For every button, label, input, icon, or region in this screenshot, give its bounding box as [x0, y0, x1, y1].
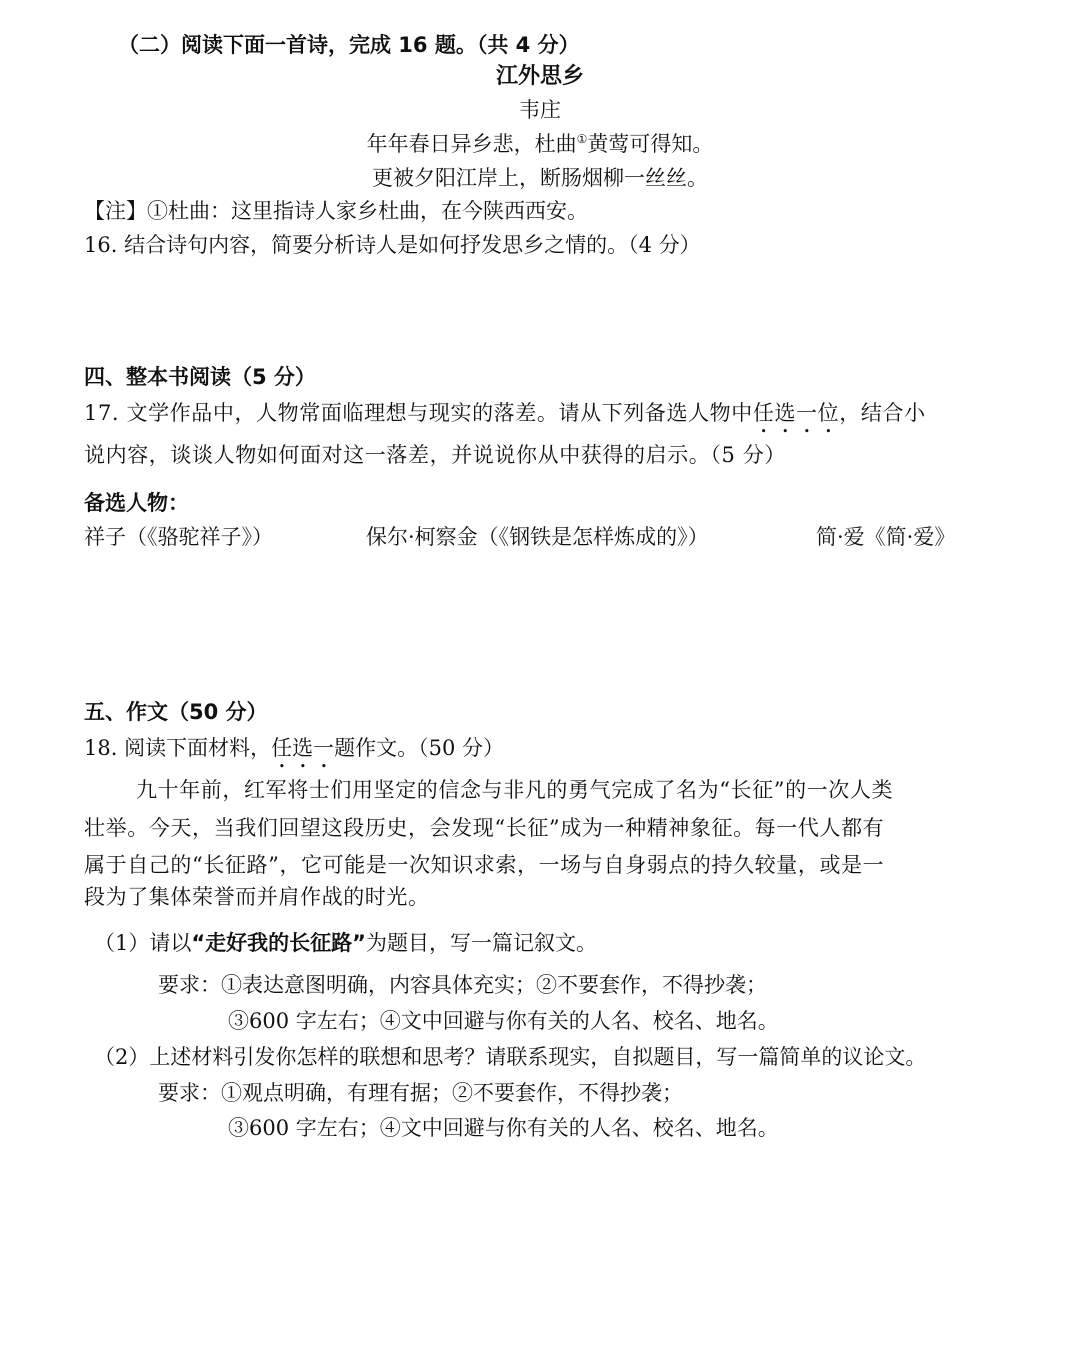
option-2: （2）上述材料引发你怎样的联想和思考？请联系现实，自拟题目，写一篇简单的议论文。	[94, 1045, 927, 1069]
question-17-emphasis: 任选一位	[752, 401, 840, 425]
candidate-xiangzi: 祥子（《骆驼祥子》）	[84, 525, 273, 549]
question-18-emphasis: 任选一	[271, 736, 335, 760]
question-17-line-1	[84, 398, 926, 438]
option-1	[94, 928, 597, 958]
section2-header: （二）阅读下面一首诗，完成 16 题。（共 4 分）	[118, 33, 580, 57]
question-17-text-b: ，结合小	[839, 401, 926, 425]
option-2-requirement-1: 要求：①观点明确，有理有据；②不要套作，不得抄袭；	[158, 1081, 683, 1105]
question-17-text-a: 17. 文学作品中，人物常面临理想与现实的落差。请从下列备选人物中	[84, 401, 753, 425]
poem-note: 【注】①杜曲：这里指诗人家乡杜曲，在今陕西西安。	[84, 199, 588, 223]
poem-line-1-part-a: 年年春日异乡悲，杜曲	[366, 132, 577, 156]
option-1-requirement-1: 要求：①表达意图明确，内容具体充实；②不要套作，不得抄袭；	[158, 973, 767, 997]
poem-line-1-part-b: 黄莺可得知。	[587, 132, 714, 156]
question-16: 16. 结合诗句内容，简要分析诗人是如何抒发思乡之情的。（4 分）	[84, 233, 701, 257]
candidates-label: 备选人物：	[84, 491, 189, 515]
candidate-paul: 保尔·柯察金（《钢铁是怎样炼成的》）	[366, 525, 709, 549]
question-18-text-b: 题作文。（50 分）	[334, 736, 504, 760]
material-line-2: 壮举。今天，当我们回望这段历史，会发现“长征”成为一种精神象征。每一代人都有	[84, 816, 885, 840]
option-1-text-a: （1）请以	[94, 931, 192, 955]
material-line-3: 属于自己的“长征路”，它可能是一次知识求索，一场与自身弱点的持久较量，或是一	[84, 853, 885, 877]
question-18-text-a: 18. 阅读下面材料，	[84, 736, 272, 760]
option-2-requirement-2: ③600 字左右；④文中回避与你有关的人名、校名、地名。	[228, 1116, 779, 1140]
material-line-1: 九十年前，红军将士们用坚定的信念与非凡的勇气完成了名为“长征”的一次人类	[136, 778, 894, 802]
question-18	[84, 733, 504, 773]
poem-author: 韦庄	[519, 98, 561, 122]
candidate-jane-eyre: 简·爱《简·爱》	[816, 525, 956, 549]
option-1-title: “走好我的长征路”	[191, 931, 366, 955]
footnote-marker: ①	[576, 132, 588, 146]
poem-line-1	[0, 129, 1080, 159]
poem-title: 江外思乡	[495, 64, 584, 89]
section5-header: 五、作文（50 分）	[84, 700, 268, 724]
material-line-4: 段为了集体荣誉而并肩作战的时光。	[84, 885, 430, 909]
question-17-line-2: 说内容，谈谈人物如何面对这一落差，并说说你从中获得的启示。（5 分）	[84, 443, 786, 467]
option-1-requirement-2: ③600 字左右；④文中回避与你有关的人名、校名、地名。	[228, 1009, 779, 1033]
option-1-text-b: 为题目，写一篇记叙文。	[365, 931, 597, 955]
poem-line-2: 更被夕阳江岸上，断肠烟柳一丝丝。	[372, 166, 708, 190]
section4-header: 四、整本书阅读（5 分）	[84, 365, 316, 389]
